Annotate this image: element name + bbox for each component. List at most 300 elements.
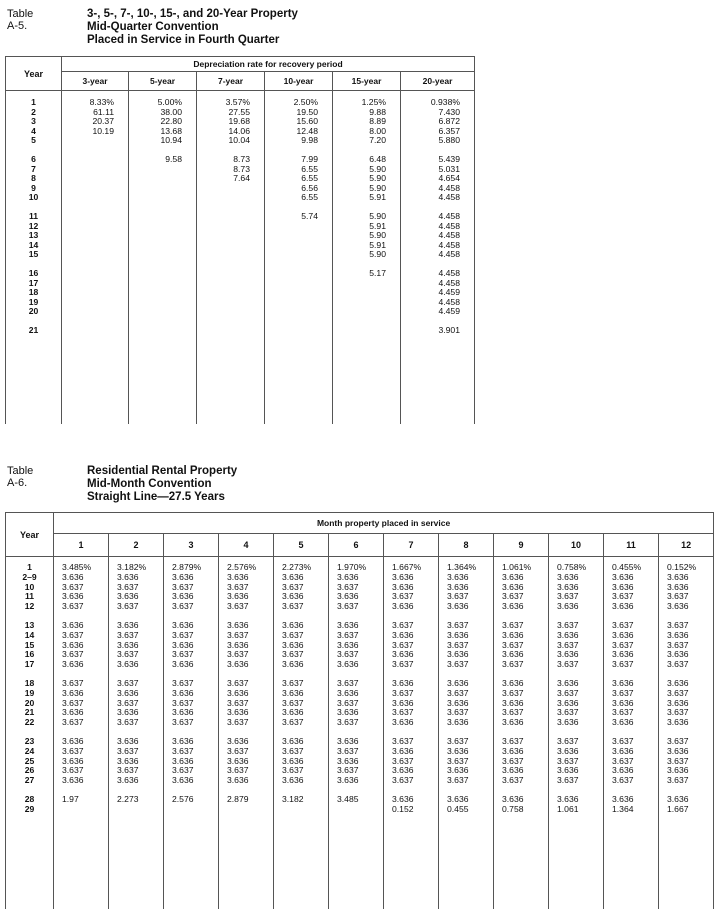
rate-cell: [117, 805, 163, 815]
rate-cell: 3.637: [227, 677, 249, 688]
group-spacer: [6, 844, 53, 853]
rate-column: [401, 91, 475, 425]
rate-cell: 3.636: [392, 697, 414, 708]
rate-cell: 3.636: [282, 639, 304, 650]
rate-cell: [62, 298, 114, 308]
rate-cell: [227, 815, 273, 825]
group-spacer: [129, 203, 182, 212]
rate-cell: [282, 824, 328, 834]
rate-cell: [129, 184, 182, 194]
rate-cell: 3.637: [557, 687, 579, 698]
rate-cell: [197, 193, 250, 203]
group-spacer: [62, 203, 114, 212]
rate-cell: 1.667%: [392, 562, 422, 572]
rate-cell: 9.88: [369, 106, 386, 117]
rate-cell: 3.636: [117, 775, 139, 786]
rate-cell: 38.00: [160, 106, 182, 117]
year-cell: [6, 853, 53, 863]
rate-cell: 5.90: [369, 163, 386, 174]
rate-cell: [282, 863, 328, 873]
rate-cell: 3.637: [612, 659, 634, 670]
rate-cell: 3.637: [502, 659, 524, 670]
rate-cell: 3.637: [117, 717, 139, 728]
rate-cell: [62, 250, 114, 260]
rate-cell: [612, 815, 658, 825]
rate-cell: 3.636: [557, 697, 579, 708]
rate-column: [129, 91, 197, 425]
rate-cell: 3.637: [282, 717, 304, 728]
rate-cell: 3.636: [392, 717, 414, 728]
rate-cell: 61.11: [93, 106, 114, 117]
rate-cell: 3.636: [612, 649, 634, 660]
rate-cell: 3.636: [392, 793, 414, 804]
rate-cell: 3.636: [227, 619, 249, 630]
rate-cell: 1.970%: [337, 562, 367, 572]
rate-cell: 4.458: [438, 230, 460, 241]
rate-cell: 3.636: [392, 629, 414, 640]
rate-cell: 3.637: [172, 649, 194, 660]
rate-cell: 3.637: [612, 775, 634, 786]
rate-cell: [337, 815, 383, 825]
rate-cell: 3.636: [667, 581, 689, 592]
rate-cell: 3.637: [392, 775, 414, 786]
rate-cell: [172, 805, 218, 815]
rate-cell: [667, 815, 713, 825]
rate-cell: 3.636: [667, 629, 689, 640]
column-header: 3: [164, 534, 219, 557]
rate-cell: [227, 863, 273, 873]
rate-cell: 3.637: [227, 601, 249, 612]
rate-cell: [197, 184, 250, 194]
year-cell: 13: [28, 230, 39, 241]
rate-cell: 3.637: [117, 697, 139, 708]
recovery-period-header: Depreciation rate for recovery period: [62, 57, 475, 72]
rate-cell: 3.636: [337, 755, 359, 766]
rate-cell: 3.636: [447, 717, 469, 728]
rate-cell: 3.636: [667, 793, 689, 804]
rate-cell: 2.879: [227, 793, 249, 804]
rate-cell: [447, 863, 493, 873]
table-a6-title-line: Mid-Month Convention: [87, 478, 212, 490]
year-cell: [6, 824, 53, 834]
rate-cell: 3.636: [502, 717, 524, 728]
rate-cell: [62, 241, 114, 251]
rate-cell: 3.636: [612, 571, 634, 582]
rate-column: [109, 557, 164, 910]
rate-cell: 3.637: [172, 581, 194, 592]
year-column-header: Year: [6, 513, 54, 557]
rate-cell: 3.637: [612, 735, 634, 746]
rate-cell: 3.636: [667, 717, 689, 728]
rate-cell: 3.637: [117, 765, 139, 776]
rate-cell: 3.636: [337, 619, 359, 630]
rate-cell: 3.636: [227, 639, 249, 650]
year-cell: 27: [24, 775, 35, 786]
rate-cell: 3.636: [337, 775, 359, 786]
rate-cell: 3.636: [447, 677, 469, 688]
rate-cell: [333, 279, 386, 289]
rate-cell: [197, 298, 250, 308]
rate-cell: 3.636: [557, 601, 579, 612]
rate-cell: 7.99: [301, 153, 318, 164]
rate-cell: 3.637: [392, 735, 414, 746]
rate-cell: 3.637: [447, 659, 469, 670]
rate-cell: 5.91: [369, 220, 386, 231]
rate-cell: 3.637: [667, 775, 689, 786]
rate-cell: 3.636: [62, 659, 84, 670]
rate-cell: 6.56: [301, 182, 318, 193]
rate-cell: 8.73: [233, 153, 250, 164]
rate-cell: 3.637: [502, 755, 524, 766]
rate-cell: 3.636: [117, 707, 139, 718]
rate-cell: [62, 326, 114, 336]
year-cell: [6, 863, 53, 873]
rate-cell: 3.637: [117, 677, 139, 688]
rate-cell: 3.182: [282, 793, 304, 804]
rate-cell: 3.637: [667, 659, 689, 670]
rate-cell: 0.152%: [667, 562, 697, 572]
rate-cell: 3.636: [502, 765, 524, 776]
rate-cell: [197, 288, 250, 298]
rate-cell: [129, 269, 182, 279]
rate-cell: [337, 824, 383, 834]
rate-cell: [333, 326, 386, 336]
rate-cell: 3.637: [62, 601, 84, 612]
rate-cell: 3.636: [447, 697, 469, 708]
year-cell: 10: [28, 192, 39, 203]
rate-cell: [172, 834, 218, 844]
rate-column: [494, 557, 549, 910]
rate-cell: [227, 834, 273, 844]
rate-cell: [117, 834, 163, 844]
rate-cell: 3.636: [227, 707, 249, 718]
rate-cell: [265, 231, 318, 241]
rate-cell: 3.637: [612, 639, 634, 650]
group-spacer: [129, 260, 182, 269]
rate-cell: 3.636: [62, 707, 84, 718]
rate-column: [274, 557, 329, 910]
rate-cell: 3.637: [667, 639, 689, 650]
rate-cell: [129, 307, 182, 317]
rate-cell: 3.636: [557, 765, 579, 776]
year-cell: 20: [24, 697, 35, 708]
rate-cell: 3.637: [227, 745, 249, 756]
table-body-row: [6, 557, 714, 910]
rate-cell: 3.637: [172, 629, 194, 640]
rate-cell: 3.637: [117, 581, 139, 592]
year-cell: 29: [24, 803, 35, 814]
column-header: 20-year: [401, 72, 475, 91]
rate-cell: 3.636: [557, 717, 579, 728]
rate-cell: [172, 815, 218, 825]
rate-cell: [197, 231, 250, 241]
rate-cell: 3.636: [392, 745, 414, 756]
year-cell: 12: [28, 220, 39, 231]
rate-cell: 1.061: [557, 803, 579, 814]
rate-cell: [117, 853, 163, 863]
table-a6-title: [87, 465, 237, 504]
rate-cell: 5.91: [369, 192, 386, 203]
rate-cell: 3.636: [282, 707, 304, 718]
rate-cell: 9.58: [165, 153, 182, 164]
rate-cell: [172, 853, 218, 863]
rate-cell: 3.637: [282, 697, 304, 708]
column-header: 12: [659, 534, 714, 557]
table-a6-title-line: Straight Line—27.5 Years: [87, 491, 225, 503]
rate-cell: 13.68: [160, 125, 182, 136]
rate-cell: 3.637: [667, 591, 689, 602]
rate-cell: [502, 863, 548, 873]
year-cell: 11: [24, 591, 35, 602]
rate-cell: 12.48: [296, 125, 318, 136]
rate-cell: 3.637: [557, 619, 579, 630]
year-cell: 9: [31, 182, 36, 193]
rate-cell: [333, 298, 386, 308]
rate-cell: 3.636: [612, 717, 634, 728]
year-cell: 16: [28, 267, 39, 278]
rate-cell: 3.637: [392, 619, 414, 630]
rate-cell: 3.636: [62, 591, 84, 602]
rate-cell: 1.364: [612, 803, 634, 814]
rate-cell: 3.637: [62, 581, 84, 592]
rate-cell: 3.637: [447, 639, 469, 650]
rate-cell: 8.73: [233, 163, 250, 174]
rate-cell: 3.636: [447, 745, 469, 756]
rate-cell: 3.637: [557, 659, 579, 670]
rate-cell: 5.90: [369, 210, 386, 221]
rate-cell: 3.636: [447, 649, 469, 660]
rate-cell: 10.94: [160, 135, 182, 146]
rate-cell: [667, 824, 713, 834]
rate-cell: 3.636: [502, 629, 524, 640]
rate-cell: 3.637: [502, 591, 524, 602]
rate-cell: 3.636: [557, 571, 579, 582]
rate-cell: 2.50%: [293, 97, 318, 107]
rate-cell: [265, 269, 318, 279]
rate-cell: [129, 212, 182, 222]
rate-cell: [62, 165, 114, 175]
rate-cell: 14.06: [228, 125, 250, 136]
column-header: 3-year: [62, 72, 129, 91]
rate-cell: 3.636: [172, 639, 194, 650]
rate-cell: 3.637: [227, 697, 249, 708]
group-spacer: [172, 844, 218, 853]
rate-column: [329, 557, 384, 910]
rate-cell: 3.636: [392, 765, 414, 776]
rate-cell: 3.637: [557, 707, 579, 718]
rate-cell: [197, 279, 250, 289]
rate-cell: 20.37: [92, 116, 114, 127]
rate-cell: 3.636: [117, 639, 139, 650]
rate-cell: 4.458: [438, 210, 460, 221]
rate-cell: 3.636: [612, 629, 634, 640]
rate-cell: 3.636: [282, 755, 304, 766]
rate-cell: 3.637: [282, 745, 304, 756]
rate-cell: [392, 834, 438, 844]
year-cell: 1: [31, 97, 36, 107]
rate-cell: 3.637: [282, 765, 304, 776]
group-spacer: [62, 317, 114, 326]
column-header: 7-year: [197, 72, 265, 91]
rate-cell: 3.637: [667, 755, 689, 766]
year-cell: 16: [24, 649, 35, 660]
group-spacer: [282, 844, 328, 853]
column-header: 4: [219, 534, 274, 557]
group-spacer: [333, 317, 386, 326]
group-spacer: [227, 844, 273, 853]
rate-cell: 3.637: [612, 591, 634, 602]
rate-cell: 3.636: [172, 775, 194, 786]
rate-cell: 3.636: [227, 571, 249, 582]
rate-cell: 6.872: [438, 116, 460, 127]
rate-cell: [265, 279, 318, 289]
rate-cell: 3.636: [667, 765, 689, 776]
rate-cell: 3.637: [502, 619, 524, 630]
year-cell: 19: [24, 687, 35, 698]
rate-cell: 3.637: [612, 619, 634, 630]
rate-cell: 3.637: [227, 581, 249, 592]
rate-cell: 3.637: [337, 765, 359, 776]
rate-cell: 3.636: [502, 649, 524, 660]
table-a5: [5, 56, 475, 424]
year-cell: 15: [28, 249, 39, 260]
rate-cell: 5.90: [369, 249, 386, 260]
rate-cell: 3.636: [502, 793, 524, 804]
rate-cell: 3.637: [117, 745, 139, 756]
rate-cell: 3.636: [502, 581, 524, 592]
rate-cell: 3.636: [282, 775, 304, 786]
table-a5-title-line: Placed in Service in Fourth Quarter: [87, 34, 280, 46]
rate-cell: [197, 250, 250, 260]
year-column-header: Year: [6, 57, 62, 91]
rate-cell: [129, 193, 182, 203]
rate-cell: 3.637: [447, 775, 469, 786]
year-cell: 18: [28, 287, 39, 298]
rate-cell: 3.636: [337, 591, 359, 602]
rate-column: [164, 557, 219, 910]
rate-cell: 3.636: [62, 619, 84, 630]
rate-cell: 3.637: [612, 755, 634, 766]
rate-cell: [333, 288, 386, 298]
rate-cell: 3.637: [612, 707, 634, 718]
year-cell: 17: [28, 277, 39, 288]
rate-cell: 0.758%: [557, 562, 587, 572]
rate-cell: 5.90: [369, 230, 386, 241]
rate-cell: 3.636: [557, 745, 579, 756]
group-spacer: [447, 844, 493, 853]
rate-cell: [447, 815, 493, 825]
rate-cell: 5.74: [301, 210, 318, 221]
rate-cell: 2.576: [172, 793, 194, 804]
rate-cell: 3.636: [447, 629, 469, 640]
rate-cell: 3.636: [117, 571, 139, 582]
rate-cell: 3.637: [172, 697, 194, 708]
rate-cell: 3.637: [557, 591, 579, 602]
rate-cell: 3.637: [502, 735, 524, 746]
group-spacer: [62, 844, 108, 853]
rate-cell: 3.637: [172, 601, 194, 612]
rate-cell: [62, 288, 114, 298]
group-spacer: [197, 203, 250, 212]
rate-cell: 2.879%: [172, 562, 202, 572]
rate-cell: 3.637: [392, 659, 414, 670]
rate-cell: [197, 241, 250, 251]
rate-column: [384, 557, 439, 910]
rate-cell: 3.636: [172, 659, 194, 670]
rate-cell: 3.637: [337, 677, 359, 688]
rate-cell: 3.637: [667, 619, 689, 630]
rate-cell: [612, 834, 658, 844]
rate-cell: [333, 307, 386, 317]
rate-cell: [129, 165, 182, 175]
rate-cell: [447, 824, 493, 834]
rate-cell: 3.636: [117, 687, 139, 698]
rate-cell: [337, 863, 383, 873]
rate-cell: 5.880: [438, 135, 460, 146]
rate-cell: 3.637: [227, 765, 249, 776]
group-spacer: [557, 844, 603, 853]
rate-cell: 3.636: [447, 765, 469, 776]
year-cell: 24: [24, 745, 35, 756]
rate-cell: 3.636: [502, 697, 524, 708]
rate-cell: 3.637: [282, 601, 304, 612]
rate-cell: 3.636: [282, 571, 304, 582]
rate-cell: 3.637: [282, 629, 304, 640]
rate-cell: 3.636: [667, 697, 689, 708]
rate-cell: [502, 834, 548, 844]
rate-cell: 3.637: [337, 717, 359, 728]
rate-cell: 3.636: [337, 659, 359, 670]
year-column: [6, 91, 62, 425]
rate-cell: 8.00: [369, 125, 386, 136]
rate-cell: 3.636: [667, 601, 689, 612]
rate-cell: 4.458: [438, 249, 460, 260]
rate-cell: 5.17: [369, 267, 386, 278]
rate-cell: 3.636: [667, 571, 689, 582]
rate-cell: 3.637: [667, 687, 689, 698]
year-cell: 14: [28, 239, 39, 250]
rate-column: [659, 557, 714, 910]
rate-cell: 4.459: [438, 287, 460, 298]
rate-cell: [117, 863, 163, 873]
rate-cell: [62, 174, 114, 184]
rate-cell: 4.458: [438, 192, 460, 203]
rate-cell: 3.636: [227, 755, 249, 766]
rate-cell: 19.50: [296, 106, 318, 117]
column-header: 8: [439, 534, 494, 557]
rate-cell: [62, 805, 108, 815]
rate-cell: 3.637: [62, 717, 84, 728]
rate-cell: 3.636: [227, 735, 249, 746]
rate-cell: [265, 288, 318, 298]
rate-cell: [502, 815, 548, 825]
year-cell: 2–9: [22, 571, 37, 582]
rate-cell: [447, 834, 493, 844]
rate-cell: 3.636: [392, 571, 414, 582]
rate-cell: 3.636: [117, 619, 139, 630]
rate-cell: 3.636: [392, 601, 414, 612]
rate-cell: 3.636: [392, 581, 414, 592]
rate-cell: 3.636: [337, 707, 359, 718]
rate-cell: 3.637: [667, 707, 689, 718]
rate-cell: 3.636: [62, 735, 84, 746]
rate-cell: 3.637: [62, 649, 84, 660]
year-cell: 23: [24, 735, 35, 746]
rate-cell: [197, 222, 250, 232]
rate-cell: 3.637: [502, 707, 524, 718]
rate-cell: 3.637: [172, 765, 194, 776]
rate-cell: 3.637: [392, 591, 414, 602]
